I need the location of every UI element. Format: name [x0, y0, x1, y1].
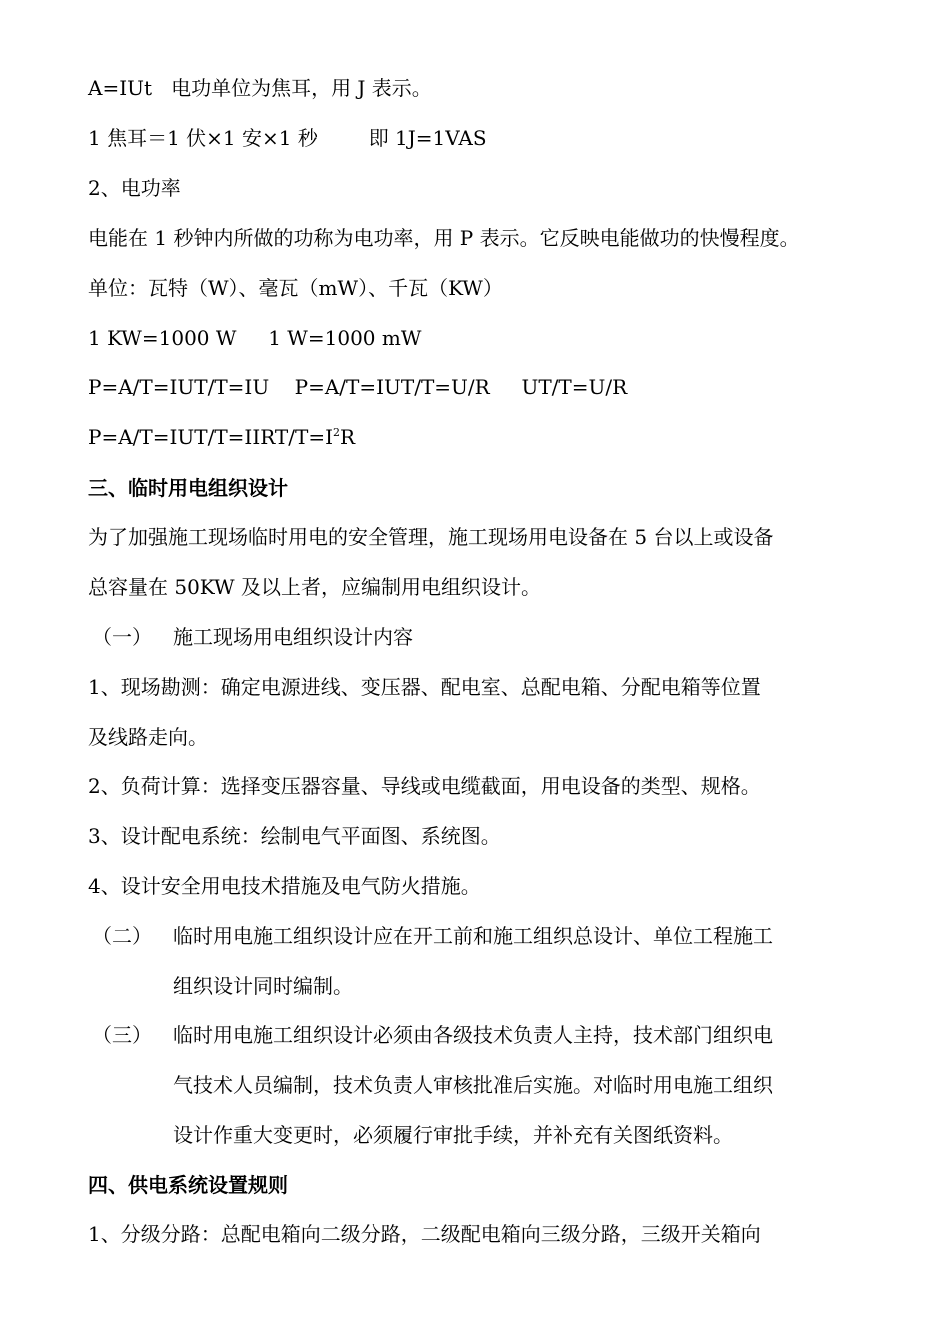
formula-text-end: R [340, 425, 356, 449]
power-units-line: 单位：瓦特（W）、毫瓦（mW）、千瓦（KW） [88, 276, 503, 300]
subsection-3-text-continued: 设计作重大变更时，必须履行审批手续，并补充有关图纸资料。 [173, 1123, 733, 1147]
subsection-3-text: 临时用电施工组织设计必须由各级技术负责人主持，技术部门组织电 [173, 1023, 773, 1047]
paragraph-line: 为了加强施工现场临时用电的安全管理，施工现场用电设备在 5 台以上或设备 [88, 525, 774, 549]
subsection-marker-1: （一） [92, 625, 152, 649]
superscript: 2 [333, 426, 341, 439]
section-heading-4: 四、供电系统设置规则 [88, 1173, 288, 1197]
formula-work-line: A=IUt 电功单位为焦耳，用 J 表示。 [88, 76, 432, 100]
list-item-1-section-4: 1、分级分路：总配电箱向二级分路，二级配电箱向三级分路，三级开关箱向 [88, 1222, 761, 1246]
joule-definition-line: 1 焦耳＝1 伏×1 安×1 秒 即 1J=1VAS [88, 126, 487, 150]
list-item-3: 3、设计配电系统：绘制电气平面图、系统图。 [88, 824, 501, 848]
subsection-2-text-continued: 组织设计同时编制。 [173, 974, 353, 998]
section-heading-3: 三、临时用电组织设计 [88, 476, 288, 500]
subsection-marker-2: （二） [92, 924, 152, 948]
subsection-power-title: 2、电功率 [88, 176, 181, 200]
subsection-2-text: 临时用电施工组织设计应在开工前和施工组织总设计、单位工程施工 [173, 924, 773, 948]
paragraph-line: 总容量在 50KW 及以上者，应编制用电组织设计。 [88, 575, 541, 599]
list-item-2: 2、负荷计算：选择变压器容量、导线或电缆截面，用电设备的类型、规格。 [88, 774, 761, 798]
list-item-1-continued: 及线路走向。 [88, 725, 208, 749]
subsection-title-1: 施工现场用电组织设计内容 [173, 625, 413, 649]
subsection-marker-3: （三） [92, 1023, 152, 1047]
power-definition-line: 电能在 1 秒钟内所做的功称为电功率，用 P 表示。它反映电能做功的快慢程度。 [88, 226, 800, 250]
unit-conversion-line: 1 KW=1000 W 1 W=1000 mW [88, 326, 422, 350]
list-item-1: 1、现场勘测：确定电源进线、变压器、配电室、总配电箱、分配电箱等位置 [88, 675, 761, 699]
list-item-4: 4、设计安全用电技术措施及电气防火措施。 [88, 874, 481, 898]
power-formula-line-2 [88, 424, 355, 454]
subsection-3-text-continued: 气技术人员编制，技术负责人审核批准后实施。对临时用电施工组织 [173, 1073, 773, 1097]
formula-text: P=A/T=IUT/T=IIRT/T=I [88, 425, 334, 449]
power-formula-line-1: P=A/T=IUT/T=IU P=A/T=IUT/T=U/R UT/T=U/R [88, 375, 628, 399]
